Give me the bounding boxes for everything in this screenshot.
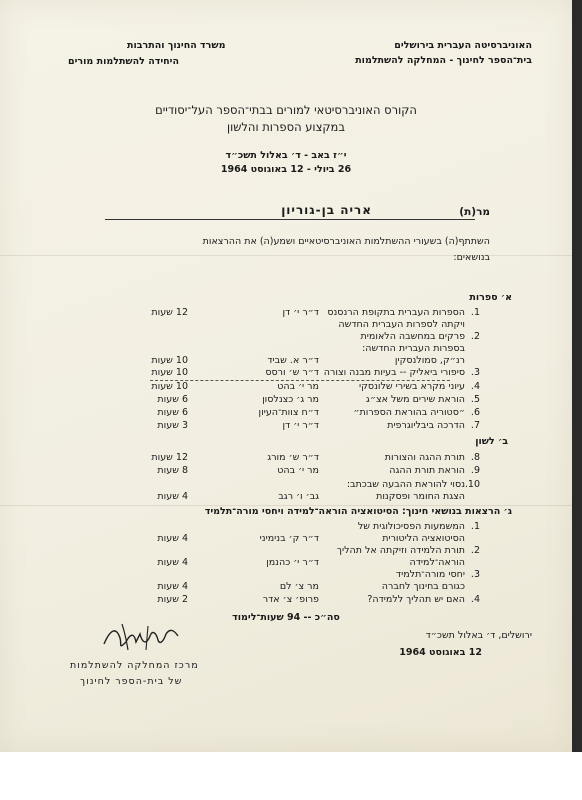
section-heading-education: ג׳ הרצאות בנושאי חינוך: הסיטואציה הוראה־למידה ויחסי מורה־תלמיד <box>204 506 512 517</box>
item-number: 4. <box>470 381 480 392</box>
item-topic: האם יש תהליך ללמידה? <box>367 594 465 605</box>
item-lecturer: מר צ׳ לם <box>279 581 319 592</box>
item-hours: 10 שעות <box>151 367 188 378</box>
item-topic: נסוי להוראת ההבעה שבכתב: <box>346 479 465 490</box>
course-subject: במקצוע הספרות והלשון <box>226 120 346 134</box>
item-lecturer: ד״ח צוות־העיון <box>258 407 319 418</box>
item-hours: 6 שעות <box>157 407 188 418</box>
item-topic: יחסי מורה־תלמיד <box>395 569 465 580</box>
section-heading-literature: א׳ ספרות <box>469 292 512 303</box>
item-number: 2. <box>470 545 480 556</box>
item-lecturer: פרופ׳ צ׳ אדר <box>262 594 319 605</box>
item-topic: תורת ההגה והצורות <box>384 452 465 463</box>
teacher-training-unit: היחידה להשתלמות מורים <box>68 56 179 67</box>
item-number: 6. <box>470 407 480 418</box>
date-gregorian: 12 באוגוסט 1964 <box>399 647 482 658</box>
signer-title-2: של בית-הספר לחינוך <box>80 676 183 687</box>
item-hours: 10 שעות <box>151 381 188 392</box>
item-number: 4. <box>470 594 480 605</box>
item-hours: 6 שעות <box>157 394 188 405</box>
intro-line-2: בנושאים: <box>453 252 490 263</box>
university-name: האוניברסיטה העברית בירושלים <box>394 40 532 51</box>
item-lecturer: ד״ר י׳ כהנמן <box>266 557 319 568</box>
item-number: 8. <box>470 452 480 463</box>
item-lecturer: מר י׳ בהט <box>277 465 319 476</box>
school-department: בית־הספר לחינוך - המחלקה להשתלמות <box>355 55 532 66</box>
item-hours: 4 שעות <box>157 557 188 568</box>
item-number: 3. <box>470 367 480 378</box>
item-hours: 2 שעות <box>157 594 188 605</box>
item-number: 1. <box>470 521 480 532</box>
item-lecturer: ד״ר א. שביד <box>267 355 319 366</box>
item-number: 3. <box>470 569 480 580</box>
total-hours: סה״כ -- 94 שעות־לימוד <box>232 612 340 623</box>
course-title: הקורס האוניברסיטאי למורים בבתי־הספר העל־יסודיים <box>155 103 417 117</box>
item-topic: הוראת שירים משל אצ״ג <box>365 394 465 405</box>
item-hours: 4 שעות <box>157 491 188 502</box>
item-number: 5. <box>470 394 480 405</box>
intro-line-1: השתתף(ה) בשעורי ההשתלמות האוניברסיטאיים ושמע(ה) את ההרצאות <box>202 236 490 247</box>
item-topic: הספרות העברית בתקופת הרנסנס <box>327 307 465 318</box>
item-topic: תורת הלמידה וזיקתה אל תהליך <box>336 545 465 556</box>
name-underline <box>105 219 475 220</box>
signature <box>100 620 182 656</box>
item-topic-cont: כגורם בחינוך לחברה <box>381 581 465 592</box>
dates-gregorian: 26 ביולי - 12 באוגוסט 1964 <box>220 164 352 175</box>
item-hours: 4 שעות <box>157 533 188 544</box>
item-topic: הוראת תורת ההגה <box>389 465 465 476</box>
item-hours: 4 שעות <box>157 581 188 592</box>
place-date: ירושלים, ד׳ באלול תשכ״ד <box>425 630 532 641</box>
item-number: 9. <box>470 465 480 476</box>
item-hours: 3 שעות <box>157 420 188 431</box>
item-lecturer: ד״ר ש׳ מורג <box>267 452 319 463</box>
item-topic-cont: רנ״ק, סמולנסקין <box>394 355 465 366</box>
item-lecturer: ד״ר י׳ דן <box>282 307 319 318</box>
item-lecturer: ד״ר ק׳ בנימיני <box>259 533 319 544</box>
item-topic: ״סטוריה בהוראת הספרות״ <box>353 407 465 418</box>
item-topic-cont: ויקתה לספרות העברית החדשה <box>338 319 465 330</box>
item-lecturer: ד״ר ש׳ ורסס <box>265 367 319 378</box>
item-lecturer: ד״ר י׳ דן <box>282 420 319 431</box>
item-topic-cont: הוראה־למידה <box>409 557 465 568</box>
item-number: 2. <box>470 331 480 342</box>
item-hours: 10 שעות <box>151 355 188 366</box>
item-topic: עיוני מקרא בשירי שלונסקי <box>359 381 465 392</box>
section-heading-language: ב׳ לשון <box>475 436 508 447</box>
item-topic: פרקים במחשבה הלאומית <box>360 331 465 342</box>
recipient-label: מר(ת) <box>459 206 490 218</box>
item-topic-cont: הצגת החומר ופסקנות <box>376 491 465 502</box>
dates-hebrew: י״ז באב - ד׳ באלול תשכ״ד <box>225 150 347 161</box>
scan-edge <box>572 0 582 752</box>
item-number: 10. <box>464 479 480 490</box>
ministry-name: משרד החינוך והתרבות <box>127 40 226 51</box>
item-topic: המשמעות הפסיכולוגית של <box>357 521 465 532</box>
item-hours: 12 שעות <box>151 307 188 318</box>
recipient-name: אריה בן-גוריון <box>281 203 372 217</box>
item-topic-cont: בספרות העברית החדשה: <box>362 343 465 354</box>
signer-title-1: מרכז המחלקה להשתלמות <box>70 660 199 671</box>
item-number: 7. <box>470 420 480 431</box>
item-hours: 12 שעות <box>151 452 188 463</box>
item-lecturer: גב׳ ו׳ רגב <box>278 491 319 502</box>
item-number: 1. <box>470 307 480 318</box>
item-topic-cont: הסיטואציה הליטורית <box>382 533 465 544</box>
item-hours: 8 שעות <box>157 465 188 476</box>
item-lecturer: מר י׳ בהט <box>277 381 319 392</box>
item-topic: סיפורי ביאליק -- בעיות מבנה וצורה <box>323 367 465 378</box>
item-lecturer: מר ג׳ כצנלסון <box>262 394 319 405</box>
item-topic: הדרכה ביבליוגרפית <box>387 420 465 431</box>
